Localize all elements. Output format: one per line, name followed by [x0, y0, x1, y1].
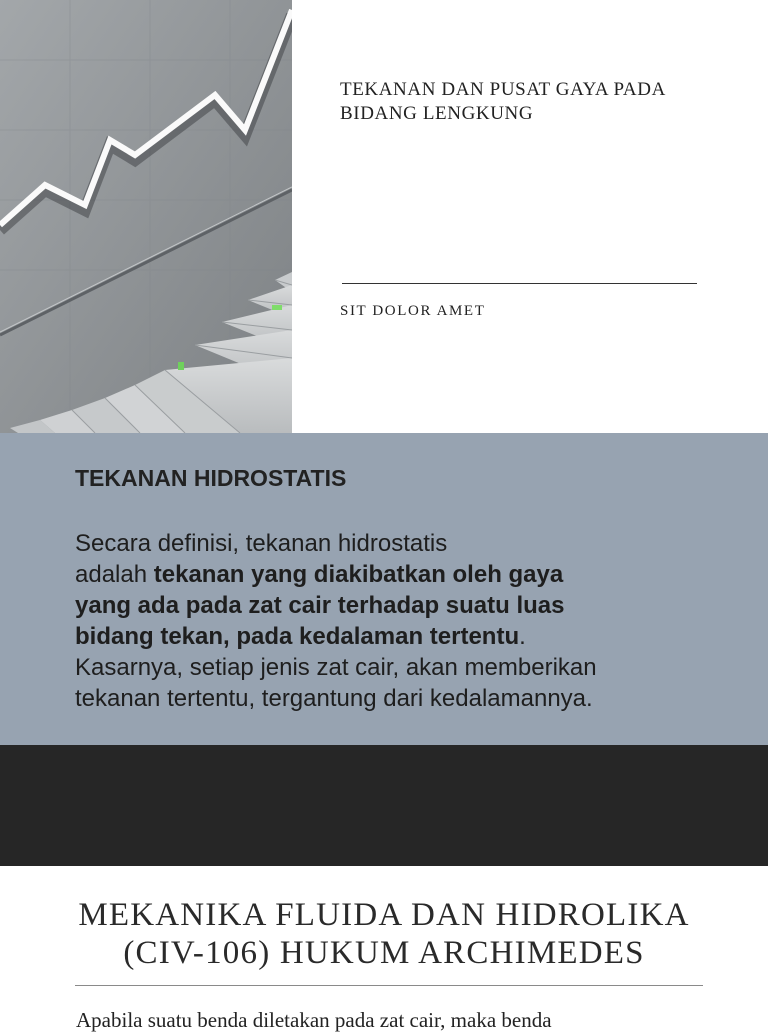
definition-line-4 — [75, 621, 715, 652]
title-divider — [342, 283, 697, 284]
definition-line-6: tekanan tertentu, tergantung dari kedalamannya. — [75, 685, 593, 712]
definition-emphasis-2: yang ada pada zat cair terhadap suatu luas — [75, 592, 565, 619]
cover-subtitle: SIT DOLOR AMET — [340, 303, 486, 319]
section-title-line-1: MEKANIKA FLUIDA DAN HIDROLIKA — [78, 897, 690, 933]
definition-period: . — [519, 623, 526, 650]
section-body-text: Apabila suatu benda diletakan pada zat cair, maka benda — [76, 1008, 552, 1032]
definition-line-5: Kasarnya, setiap jenis zat cair, akan memberikan — [75, 654, 597, 681]
cover-title-line-2: BIDANG LENGKUNG — [340, 103, 534, 124]
cover-title — [340, 78, 740, 126]
hydrostatic-definition — [75, 528, 715, 714]
definition-emphasis-1: tekanan yang diakibatkan oleh gaya — [153, 561, 564, 588]
definition-line-2 — [75, 559, 715, 590]
section-title-line-2: (CIV-106) HUKUM ARCHIMEDES — [123, 935, 645, 971]
dark-divider-band — [0, 745, 768, 866]
cover-title-line-1: TEKANAN DAN PUSAT GAYA PADA — [340, 79, 666, 100]
cover-image — [0, 0, 292, 433]
hydrostatic-heading: TEKANAN HIDROSTATIS — [75, 465, 347, 491]
hydrostatic-panel — [0, 433, 768, 745]
definition-plain-text: adalah — [75, 561, 154, 588]
section-title — [0, 896, 768, 972]
definition-line-3 — [75, 590, 715, 621]
staircase-chart-illustration — [0, 0, 292, 433]
definition-emphasis-3: bidang tekan, pada kedalaman tertentu — [75, 623, 520, 650]
section-divider — [75, 985, 703, 986]
definition-line-1: Secara definisi, tekanan hidrostatis — [75, 530, 448, 557]
